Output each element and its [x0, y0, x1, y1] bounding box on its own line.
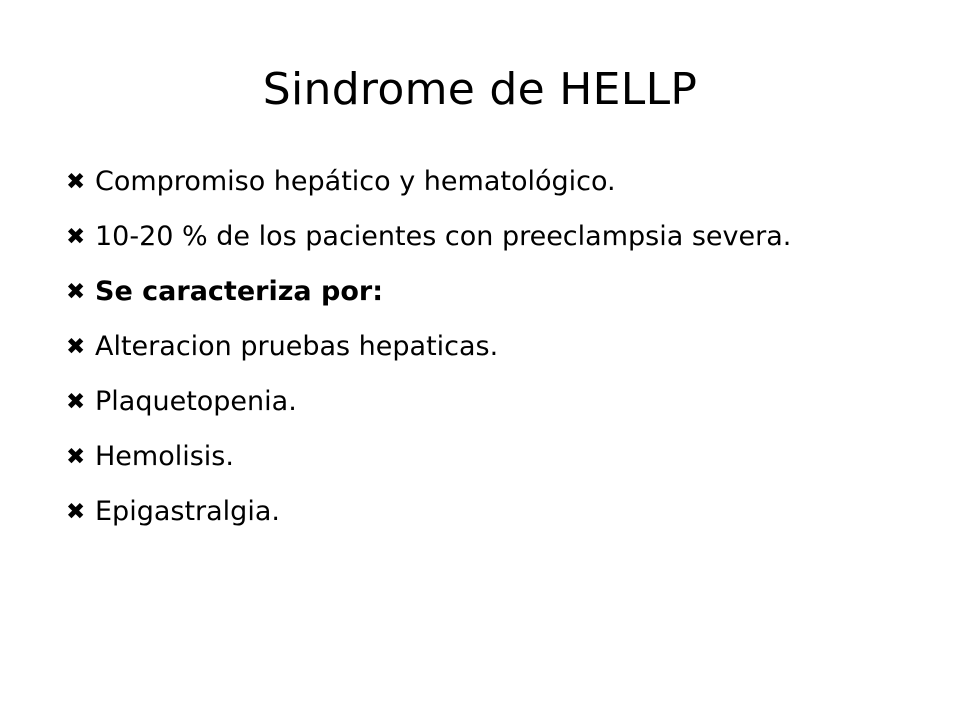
bullet-text: Alteracion pruebas hepaticas.: [95, 331, 499, 362]
slide-title: Sindrome de HELLP: [262, 64, 698, 115]
bullet-item: [64, 329, 864, 365]
heavy-x-icon: ✖: [66, 169, 86, 195]
bullet-text: 10-20 % de los pacientes con preeclampsia severa.: [95, 221, 792, 252]
bullet-text: Compromiso hepático y hematológico.: [95, 166, 616, 197]
bullet-text: Se caracteriza por:: [95, 276, 384, 307]
heavy-x-icon: ✖: [66, 499, 86, 525]
bullet-item: [64, 494, 864, 530]
bullet-item: [64, 164, 864, 200]
heavy-x-icon: ✖: [66, 389, 86, 415]
bullet-item: [64, 274, 864, 310]
heavy-x-icon: ✖: [66, 224, 86, 250]
heavy-x-icon: ✖: [66, 444, 86, 470]
bullet-text: Hemolisis.: [95, 441, 234, 472]
bullet-item: [64, 219, 864, 255]
bullet-text: Plaquetopenia.: [95, 386, 297, 417]
bullet-item: [64, 384, 864, 420]
bullet-list: [64, 164, 864, 549]
heavy-x-icon: ✖: [66, 279, 86, 305]
bullet-text: Epigastralgia.: [95, 496, 280, 527]
heavy-x-icon: ✖: [66, 334, 86, 360]
bullet-item: [64, 439, 864, 475]
